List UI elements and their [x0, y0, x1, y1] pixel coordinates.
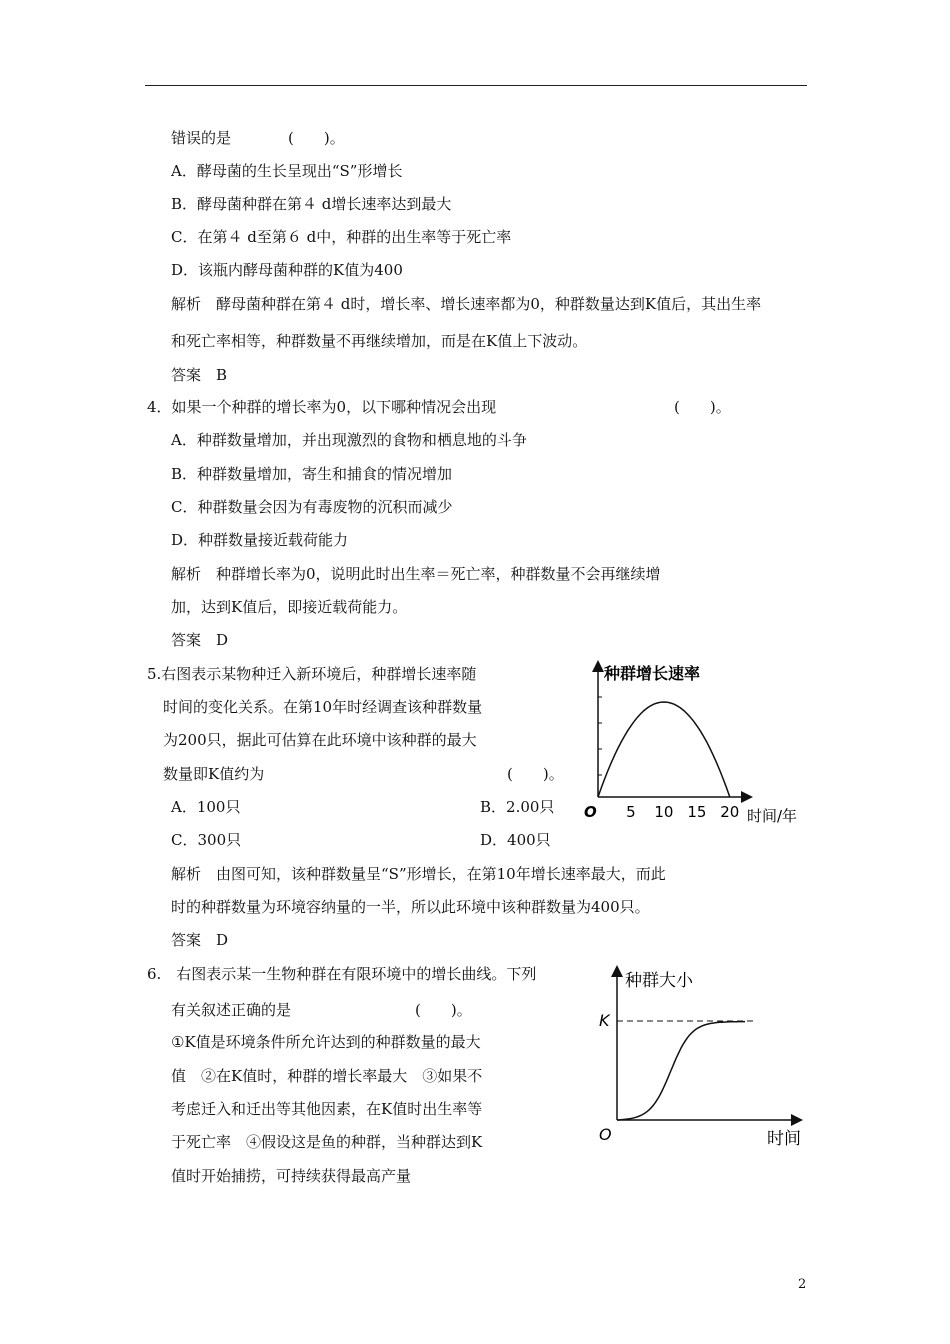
q6-s-curve — [617, 1022, 745, 1120]
q5-stem-line1: 5.右图表示某物种迁入新环境后，种群增长速率随 — [147, 665, 477, 683]
q5-option-d: D．400只 — [480, 831, 551, 849]
q5-origin-label: O — [584, 803, 597, 821]
q3-answer: 答案 B — [171, 366, 228, 384]
q5-option-c: C．300只 — [171, 831, 242, 849]
q3-analysis-line2: 和死亡率相等，种群数量不再继续增加，而是在K值上下波动。 — [171, 332, 588, 350]
q5-x-tick-label: 15 — [687, 803, 707, 821]
q6-item-line4: 于死亡率 ④假设这是鱼的种群，当种群达到K — [171, 1133, 483, 1151]
q3-option-a: A．酵母菌的生长呈现出“S”形增长 — [171, 162, 403, 180]
q5-y-axis-label: 种群增长速率 — [604, 664, 701, 683]
q6-item-line5: 值时开始捕捞，可持续获得最高产量 — [171, 1167, 412, 1185]
q3-option-d: D．该瓶内酵母菌种群的K值为400 — [171, 261, 403, 279]
q4-analysis-line2: 加，达到K值后，即接近载荷能力。 — [171, 598, 408, 616]
q4-answer: 答案 D — [171, 631, 229, 649]
q6-k-label: K — [599, 1011, 610, 1030]
q6-item-line3: 考虑迁入和迁出等其他因素，在K值时出生率等 — [171, 1100, 483, 1118]
q6-origin-label: O — [599, 1125, 612, 1144]
q5-growth-rate-curve — [598, 702, 730, 797]
q6-item-line1: ①K值是环境条件所允许达到的种群数量的最大 — [171, 1033, 481, 1051]
q5-stem-line2: 时间的变化关系。在第10年时经调查该种群数量 — [163, 698, 483, 716]
q5-analysis-line1: 解析 由图可知，该种群数量呈“S”形增长，在第10年增长速率最大，而此 — [171, 865, 666, 883]
q4-option-c: C．种群数量会因为有毒废物的沉积而减少 — [171, 498, 453, 516]
q6-item-line2: 值 ②在K值时，种群的增长率最大 ③如果不 — [171, 1067, 483, 1085]
q3-analysis-line1: 解析 酵母菌种群在第４ d时，增长率、增长速率都为0，种群数量达到K值后，其出生率 — [171, 295, 762, 313]
q5-x-tick-label: 20 — [720, 803, 740, 821]
q5-answer-blank: ( )。 — [507, 765, 564, 783]
q4-analysis-line1: 解析 种群增长率为0，说明此时出生率＝死亡率，种群数量不会再继续增 — [171, 565, 661, 583]
q5-analysis-line2: 时的种群数量为环境容纳量的一半，所以此环境中该种群数量为400只。 — [171, 898, 650, 916]
q4-option-a: A．种群数量增加，并出现激烈的食物和栖息地的斗争 — [171, 431, 527, 449]
q5-x-axis-label: 时间/年 — [747, 807, 798, 825]
header-rule — [145, 85, 807, 86]
q6-stem-line1: 6. 右图表示某一生物种群在有限环境中的增长曲线。下列 — [147, 965, 537, 983]
q5-growth-rate-chart — [580, 655, 820, 830]
q5-answer: 答案 D — [171, 931, 229, 949]
page-number: 2 — [798, 1277, 807, 1292]
q6-population-size-chart — [595, 960, 820, 1155]
q6-y-axis-label: 种群大小 — [625, 971, 693, 991]
q5-x-tick-label: 5 — [626, 803, 636, 821]
q5-stem-line4: 数量即K值约为 — [163, 765, 265, 783]
q6-stem-line2: 有关叙述正确的是 — [171, 1001, 292, 1019]
q4-stem: 4．如果一个种群的增长率为0，以下哪种情况会出现 — [147, 398, 497, 416]
q5-option-b: B．2.00只 — [480, 798, 555, 816]
q4-option-b: B．种群数量增加，寄生和捕食的情况增加 — [171, 465, 453, 483]
q3-option-c: C．在第４ d至第６ d中，种群的出生率等于死亡率 — [171, 228, 512, 246]
q4-answer-blank: ( )。 — [674, 398, 731, 416]
q5-option-a: A．100只 — [171, 798, 241, 816]
q5-x-tick-label: 10 — [654, 803, 674, 821]
q5-stem-line3: 为200只，据此可估算在此环境中该种群的最大 — [163, 731, 477, 749]
q6-answer-blank: ( )。 — [415, 1001, 472, 1019]
q4-option-d: D．种群数量接近载荷能力 — [171, 531, 349, 549]
q3-stem-tail: 错误的是 — [171, 129, 232, 147]
q3-answer-blank: ( )。 — [288, 129, 345, 147]
q3-option-b: B．酵母菌种群在第４ d增长速率达到最大 — [171, 195, 452, 213]
q6-x-axis-label: 时间 — [767, 1129, 801, 1149]
